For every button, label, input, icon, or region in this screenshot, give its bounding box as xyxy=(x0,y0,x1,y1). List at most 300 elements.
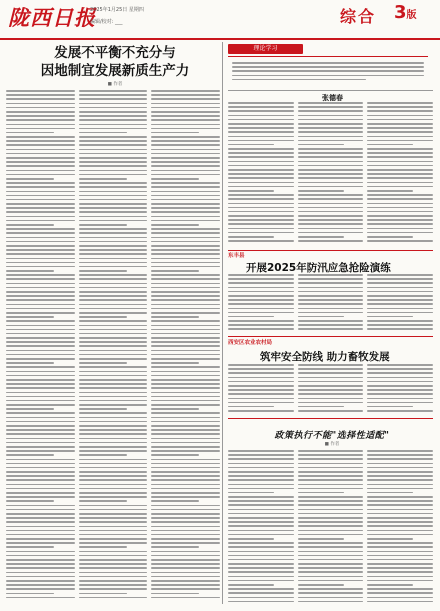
bottom-commentary-body xyxy=(228,450,433,606)
text-line xyxy=(298,148,364,150)
text-line xyxy=(79,534,148,536)
text-line xyxy=(367,479,433,481)
text-line xyxy=(367,571,433,573)
text-line xyxy=(151,375,220,377)
text-line xyxy=(151,211,220,213)
text-line xyxy=(151,463,220,465)
text-line xyxy=(79,153,148,155)
text-line xyxy=(6,396,75,398)
text-line xyxy=(367,555,433,557)
text-line xyxy=(151,144,220,146)
text-line xyxy=(298,152,364,154)
text-line xyxy=(298,580,364,582)
text-line xyxy=(298,291,364,293)
text-line xyxy=(298,475,364,477)
text-line xyxy=(151,542,220,544)
text-line xyxy=(79,387,148,389)
text-line xyxy=(367,282,433,284)
text-line xyxy=(79,262,148,264)
text-line xyxy=(298,203,364,205)
text-line xyxy=(367,287,433,289)
text-line xyxy=(298,123,364,125)
text-line xyxy=(298,127,364,129)
text-line xyxy=(298,601,364,603)
text-line xyxy=(79,128,148,130)
text-line xyxy=(151,287,220,289)
text-line xyxy=(228,525,294,527)
text-line xyxy=(6,526,75,528)
text-line xyxy=(367,467,433,469)
text-line xyxy=(79,559,148,561)
text-line xyxy=(79,354,148,356)
text-line xyxy=(367,119,433,121)
text-line xyxy=(367,509,433,511)
text-line xyxy=(79,312,148,314)
text-line xyxy=(298,115,364,117)
text-line xyxy=(79,291,148,293)
text-line xyxy=(298,282,364,284)
text-line xyxy=(151,270,199,272)
text-line xyxy=(367,207,433,209)
text-line xyxy=(367,563,433,565)
text-line xyxy=(151,358,220,360)
text-line xyxy=(151,479,220,481)
text-line xyxy=(228,559,294,561)
text-line xyxy=(367,488,433,490)
text-line xyxy=(6,98,75,100)
text-line xyxy=(367,402,433,404)
text-line xyxy=(367,236,413,238)
lead-article-byline: ■ 作者 xyxy=(107,82,123,87)
text-line xyxy=(228,377,294,379)
text-line xyxy=(228,484,294,486)
column-divider xyxy=(222,42,223,604)
text-line xyxy=(367,588,433,590)
text-line xyxy=(6,144,75,146)
text-line xyxy=(6,111,75,113)
text-line xyxy=(298,584,344,586)
text-line xyxy=(228,291,294,293)
text-line xyxy=(79,278,148,280)
text-line xyxy=(298,140,364,142)
text-line xyxy=(6,371,75,373)
text-line xyxy=(151,580,220,582)
text-line xyxy=(6,572,75,574)
text-line xyxy=(151,404,220,406)
text-line xyxy=(6,517,75,519)
text-line xyxy=(228,215,294,217)
text-line xyxy=(79,563,148,565)
text-line xyxy=(79,253,148,255)
text-line xyxy=(298,517,364,519)
text-line xyxy=(298,454,364,456)
text-line xyxy=(6,404,75,406)
text-line xyxy=(151,593,199,595)
text-line xyxy=(6,228,75,230)
text-line xyxy=(79,149,148,151)
text-line xyxy=(367,525,433,527)
text-line xyxy=(6,442,75,444)
text-line xyxy=(367,513,433,515)
text-line xyxy=(298,190,344,192)
text-line xyxy=(6,241,75,243)
text-line xyxy=(298,324,364,326)
text-line xyxy=(367,592,433,594)
text-line xyxy=(6,132,54,134)
text-line xyxy=(79,199,148,201)
text-line xyxy=(79,161,148,163)
text-line xyxy=(367,597,433,599)
text-line xyxy=(367,182,433,184)
text-line xyxy=(367,521,433,523)
text-line xyxy=(6,262,75,264)
text-line xyxy=(367,274,433,276)
text-column xyxy=(367,364,433,414)
text-column xyxy=(228,450,294,605)
text-line xyxy=(151,182,220,184)
text-line xyxy=(6,538,75,540)
text-line xyxy=(298,496,364,498)
text-line xyxy=(79,371,148,373)
text-line xyxy=(298,119,364,121)
text-line xyxy=(228,274,294,276)
text-line xyxy=(79,555,148,557)
text-line xyxy=(367,406,413,408)
text-line xyxy=(6,165,75,167)
text-line xyxy=(79,496,148,498)
text-line xyxy=(79,241,148,243)
text-line xyxy=(228,152,294,154)
text-line xyxy=(6,216,75,218)
text-line xyxy=(79,136,148,138)
text-line xyxy=(298,219,364,221)
text-line xyxy=(79,551,148,553)
text-line xyxy=(151,383,220,385)
text-line xyxy=(298,287,364,289)
text-line xyxy=(367,542,433,544)
text-line xyxy=(6,459,75,461)
text-line xyxy=(6,534,75,536)
text-line xyxy=(228,140,294,142)
text-line xyxy=(6,593,54,595)
text-line xyxy=(151,396,220,398)
text-line xyxy=(79,182,148,184)
text-line xyxy=(367,156,433,158)
text-line xyxy=(151,488,220,490)
text-line xyxy=(79,492,148,494)
text-line xyxy=(228,368,294,370)
text-line xyxy=(367,169,433,171)
text-line xyxy=(298,169,364,171)
text-line xyxy=(79,341,148,343)
text-column xyxy=(228,274,294,333)
text-line xyxy=(298,106,364,108)
text-line xyxy=(151,467,220,469)
text-line xyxy=(228,454,294,456)
text-line xyxy=(367,551,433,553)
text-line xyxy=(79,195,148,197)
text-line xyxy=(151,128,220,130)
text-line xyxy=(151,94,220,96)
text-line xyxy=(367,377,433,379)
text-line xyxy=(298,398,364,400)
text-line xyxy=(228,530,294,532)
text-line xyxy=(298,534,364,536)
text-line xyxy=(79,521,148,523)
flood-location: 东丰县 xyxy=(228,253,245,259)
text-line xyxy=(151,291,220,293)
text-line xyxy=(6,94,75,96)
text-line xyxy=(6,408,54,410)
text-line xyxy=(151,304,220,306)
text-line xyxy=(6,316,54,318)
text-line xyxy=(151,153,220,155)
text-line xyxy=(367,368,433,370)
text-line xyxy=(79,308,148,310)
text-line xyxy=(151,438,220,440)
text-line xyxy=(6,283,75,285)
text-line xyxy=(367,140,433,142)
text-line xyxy=(228,316,274,318)
text-line xyxy=(298,504,364,506)
text-line xyxy=(151,132,199,134)
text-line xyxy=(367,458,433,460)
text-line xyxy=(298,303,364,305)
text-line xyxy=(79,295,148,297)
text-line xyxy=(6,354,75,356)
text-line xyxy=(298,198,364,200)
text-line xyxy=(151,530,220,532)
text-line xyxy=(228,198,294,200)
text-line xyxy=(151,140,220,142)
text-line xyxy=(298,389,364,391)
text-line xyxy=(79,567,148,569)
text-line xyxy=(151,325,220,327)
text-line xyxy=(151,149,220,151)
text-line xyxy=(6,379,75,381)
text-line xyxy=(6,555,75,557)
text-line xyxy=(228,576,294,578)
text-line xyxy=(367,136,433,138)
text-line xyxy=(228,521,294,523)
text-line xyxy=(79,224,127,226)
text-line xyxy=(79,505,148,507)
text-line xyxy=(228,496,294,498)
text-line xyxy=(298,492,344,494)
text-line xyxy=(367,381,433,383)
text-column xyxy=(298,102,364,244)
text-line xyxy=(367,110,433,112)
text-line xyxy=(6,320,75,322)
text-line xyxy=(6,249,75,251)
text-line xyxy=(367,123,433,125)
text-line xyxy=(298,381,364,383)
text-line xyxy=(151,538,220,540)
text-line xyxy=(228,156,294,158)
text-line xyxy=(151,174,220,176)
text-line xyxy=(6,157,75,159)
text-line xyxy=(79,433,148,435)
text-line xyxy=(367,240,433,242)
text-line xyxy=(298,278,364,280)
text-line xyxy=(151,450,220,452)
text-line xyxy=(151,546,199,548)
text-line xyxy=(6,107,75,109)
text-line xyxy=(367,198,433,200)
text-line xyxy=(367,295,433,297)
text-line xyxy=(367,308,433,310)
text-line xyxy=(228,500,294,502)
text-line xyxy=(151,258,220,260)
text-line xyxy=(228,385,294,387)
text-line xyxy=(228,312,294,314)
text-line xyxy=(228,169,294,171)
text-line xyxy=(228,207,294,209)
commentary-rule-2 xyxy=(228,90,433,91)
text-line xyxy=(79,404,148,406)
text-line xyxy=(228,513,294,515)
text-line xyxy=(151,576,220,578)
text-line xyxy=(298,538,344,540)
text-line xyxy=(228,542,294,544)
text-line xyxy=(6,559,75,561)
text-line xyxy=(79,299,148,301)
text-line xyxy=(228,287,294,289)
text-line xyxy=(151,119,220,121)
text-line xyxy=(6,90,75,92)
text-line xyxy=(367,492,413,494)
text-line xyxy=(151,241,220,243)
text-line xyxy=(228,534,294,536)
text-line xyxy=(6,425,75,427)
text-line xyxy=(298,215,364,217)
text-line xyxy=(79,392,148,394)
text-line xyxy=(79,170,148,172)
text-line xyxy=(6,191,75,193)
text-line xyxy=(6,308,75,310)
flood-article-body xyxy=(228,274,433,334)
text-line xyxy=(228,131,294,133)
text-line xyxy=(151,350,220,352)
text-line xyxy=(79,203,148,205)
text-column xyxy=(298,450,364,605)
text-line xyxy=(79,366,148,368)
text-line xyxy=(228,106,294,108)
text-line xyxy=(228,393,294,395)
text-line xyxy=(79,517,148,519)
text-line xyxy=(6,454,54,456)
text-line xyxy=(151,526,220,528)
text-line xyxy=(151,312,220,314)
text-line xyxy=(151,400,220,402)
text-line xyxy=(79,207,148,209)
text-line xyxy=(151,203,220,205)
text-line xyxy=(367,177,433,179)
text-line xyxy=(151,341,220,343)
text-line xyxy=(79,500,127,502)
text-line xyxy=(151,408,199,410)
text-line xyxy=(151,165,220,167)
text-line xyxy=(6,295,75,297)
text-line xyxy=(6,366,75,368)
text-line xyxy=(79,463,148,465)
text-line xyxy=(6,178,54,180)
text-line xyxy=(298,308,364,310)
text-line xyxy=(228,190,274,192)
text-line xyxy=(6,492,75,494)
text-line xyxy=(151,136,220,138)
text-line xyxy=(367,393,433,395)
text-line xyxy=(151,337,220,339)
text-line xyxy=(228,232,294,234)
text-line xyxy=(151,329,220,331)
text-line xyxy=(79,580,148,582)
text-line xyxy=(228,488,294,490)
text-line xyxy=(367,223,433,225)
text-line xyxy=(298,393,364,395)
text-line xyxy=(228,115,294,117)
flood-headline: 开展2025年防汛应急抢险演练 xyxy=(246,262,391,274)
text-line xyxy=(79,228,148,230)
text-line xyxy=(228,186,294,188)
text-line xyxy=(367,484,433,486)
text-line xyxy=(298,450,364,452)
text-line xyxy=(298,542,364,544)
text-line xyxy=(367,106,433,108)
text-line xyxy=(6,312,75,314)
section-divider xyxy=(228,336,433,337)
text-line xyxy=(79,258,148,260)
text-line xyxy=(228,295,294,297)
text-line xyxy=(79,400,148,402)
text-line xyxy=(228,597,294,599)
text-line xyxy=(79,584,148,586)
text-line xyxy=(79,379,148,381)
text-line xyxy=(298,597,364,599)
text-line xyxy=(6,350,75,352)
text-line xyxy=(6,174,75,176)
text-line xyxy=(228,471,294,473)
text-line xyxy=(228,324,294,326)
text-line xyxy=(298,555,364,557)
text-line xyxy=(228,219,294,221)
lead-headline-line2: 因地制宜发展新质生产力 xyxy=(40,63,190,79)
text-line xyxy=(79,375,148,377)
text-line xyxy=(367,320,433,322)
text-line xyxy=(6,140,75,142)
section-name: 综合 xyxy=(340,7,377,26)
text-line xyxy=(298,320,364,322)
text-line xyxy=(298,186,364,188)
text-line xyxy=(298,567,364,569)
text-line xyxy=(367,203,433,205)
text-line xyxy=(151,278,220,280)
text-line xyxy=(6,170,75,172)
text-line xyxy=(228,144,274,146)
text-line xyxy=(79,115,148,117)
text-line xyxy=(151,500,199,502)
text-line xyxy=(79,358,148,360)
masthead xyxy=(0,0,440,40)
text-line xyxy=(79,475,148,477)
text-line xyxy=(367,131,433,133)
text-line xyxy=(79,446,148,448)
text-line xyxy=(298,513,364,515)
text-line xyxy=(151,379,220,381)
text-line xyxy=(6,253,75,255)
text-line xyxy=(6,496,75,498)
text-line xyxy=(79,362,127,364)
